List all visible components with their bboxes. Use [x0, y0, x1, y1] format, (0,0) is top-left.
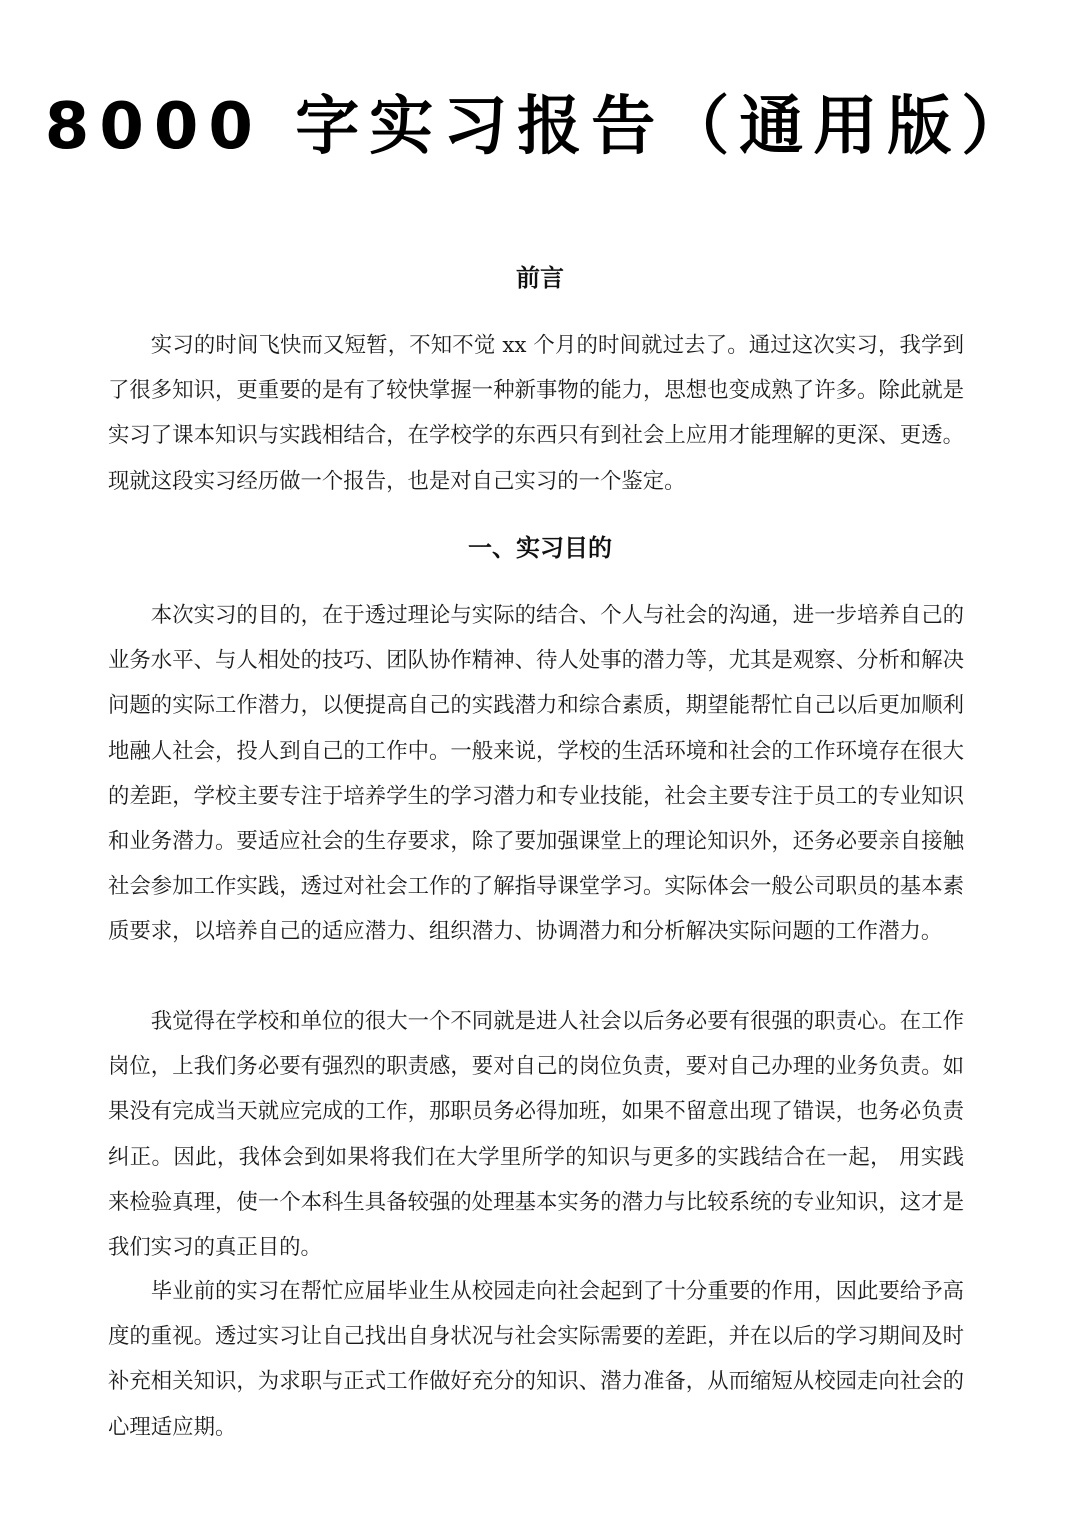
paragraph-purpose-2: 我觉得在学校和单位的很大一个不同就是进人社会以后务必要有很强的职责心。在工作岗位，上我们务必要有强烈的职责感，要对自己的岗位负责，要对自己办理的业务负责。如果没有完成当天就应完成的工作，那职员务必得加班，如果不留意出现了错误，也务必负责纠正。因此，我体会到如果将我们在大学里所学的知识与更多的实践结合在一起， 用实践来检验真理，使一个本科生具备较强的处理基本实务的潜力与比较系统的专业知识，这才是我们实习的真正目的。 [108, 1009, 964, 1261]
section-heading-preface: 前言 [516, 264, 564, 292]
section-heading-purpose: 一、实习目的 [468, 534, 612, 562]
paragraph-purpose-3: 毕业前的实习在帮忙应届毕业生从校园走向社会起到了十分重要的作用，因此要给予高度的重视。透过实习让自己找出自身状况与社会实际需要的差距，并在以后的学习期间及时补充相关知识，为求职与正式工作做好充分的知识、潜力准备，从而缩短从校园走向社会的心理适应期。 [108, 1279, 964, 1440]
paragraph-purpose-1: 本次实习的目的，在于透过理论与实际的结合、个人与社会的沟通，进一步培养自己的业务水平、与人相处的技巧、团队协作精神、待人处事的潜力等，尤其是观察、分析和解决问题的实际工作潜力，以便提高自己的实践潜力和综合素质，期望能帮忙自己以后更加顺利地融人社会，投人到自己的工作中。一般来说，学校的生活环境和社会的工作环境存在很大的差距，学校主要专注于培养学生的学习潜力和专业技能，社会主要专注于员工的专业知识和业务潜力。要适应社会的生存要求，除了要加强课堂上的理论知识外，还务必要亲自接触社会参加工作实践，透过对社会工作的了解指导课堂学习。实际体会一般公司职员的基本素质要求，以培养自己的适应潜力、组织潜力、协调潜力和分析解决实际问题的工作潜力。 [108, 603, 964, 945]
paragraph-preface: 实习的时间飞快而又短暂，不知不觉 xx 个月的时间就过去了。通过这次实习，我学到了很多知识，更重要的是有了较快掌握一种新事物的能力，思想也变成熟了许多。除此就是实习了课本知识与实践相结合，在学校学的东西只有到社会上应用才能理解的更深、更透。现就这段实习经历做一个报告，也是对自己实习的一个鉴定。 [108, 333, 964, 494]
document-title: 8000 字实习报告（通用版） [44, 90, 1036, 164]
